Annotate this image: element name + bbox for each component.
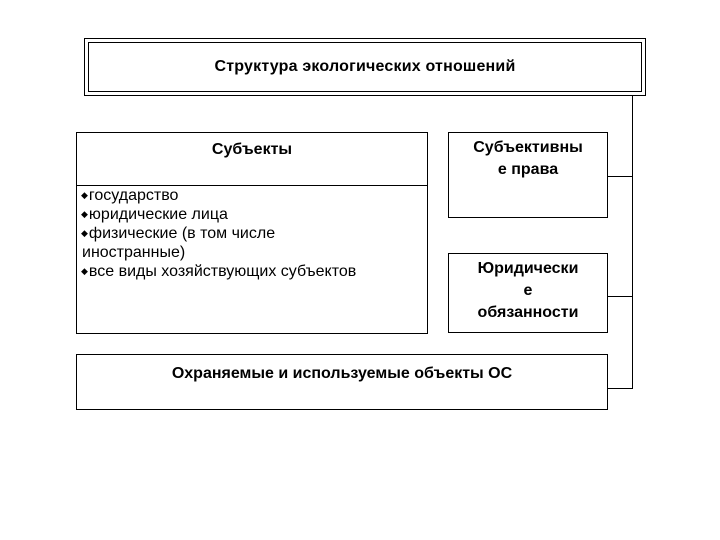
subjects-item-text: иностранные) <box>82 244 186 261</box>
subjects-list-item <box>81 205 427 224</box>
protected-objects-box <box>76 354 608 410</box>
subjects-header: Субъекты <box>77 133 427 186</box>
diamond-bullet-icon: ◆ <box>81 190 88 200</box>
legal-duties-line: Юридически <box>477 260 579 277</box>
subjective-rights-line: е права <box>497 161 559 178</box>
subjects-item-text: физические (в том числе <box>88 225 276 242</box>
connector-vertical-line <box>632 96 633 389</box>
diamond-bullet-icon: ◆ <box>81 209 88 219</box>
diagram-title-frame <box>84 38 646 96</box>
subjects-list-item <box>81 262 427 281</box>
subjects-box <box>76 132 428 334</box>
subjects-list-item <box>81 186 427 205</box>
connector-rights-line <box>608 176 633 177</box>
connector-objects-line <box>608 388 633 389</box>
subjects-list-item <box>81 224 427 243</box>
diamond-bullet-icon: ◆ <box>81 266 88 276</box>
connector-duties-line <box>608 296 633 297</box>
diagram-title: Структура экологических отношений <box>88 42 642 92</box>
protected-objects-label: Охраняемые и используемые объекты ОС <box>171 365 513 382</box>
legal-duties-line: е <box>523 282 533 299</box>
diamond-bullet-icon: ◆ <box>81 228 88 238</box>
subjects-item-text: государство <box>88 187 179 204</box>
subjective-rights-box <box>448 132 608 218</box>
subjects-list <box>77 186 427 281</box>
subjects-list-item <box>81 243 427 262</box>
legal-duties-line: обязанности <box>477 304 579 321</box>
subjective-rights-line: Субъективны <box>473 139 583 156</box>
legal-duties-box <box>448 253 608 333</box>
subjects-item-text: юридические лица <box>88 206 228 223</box>
subjects-item-text: все виды хозяйствующих субъектов <box>88 263 357 280</box>
